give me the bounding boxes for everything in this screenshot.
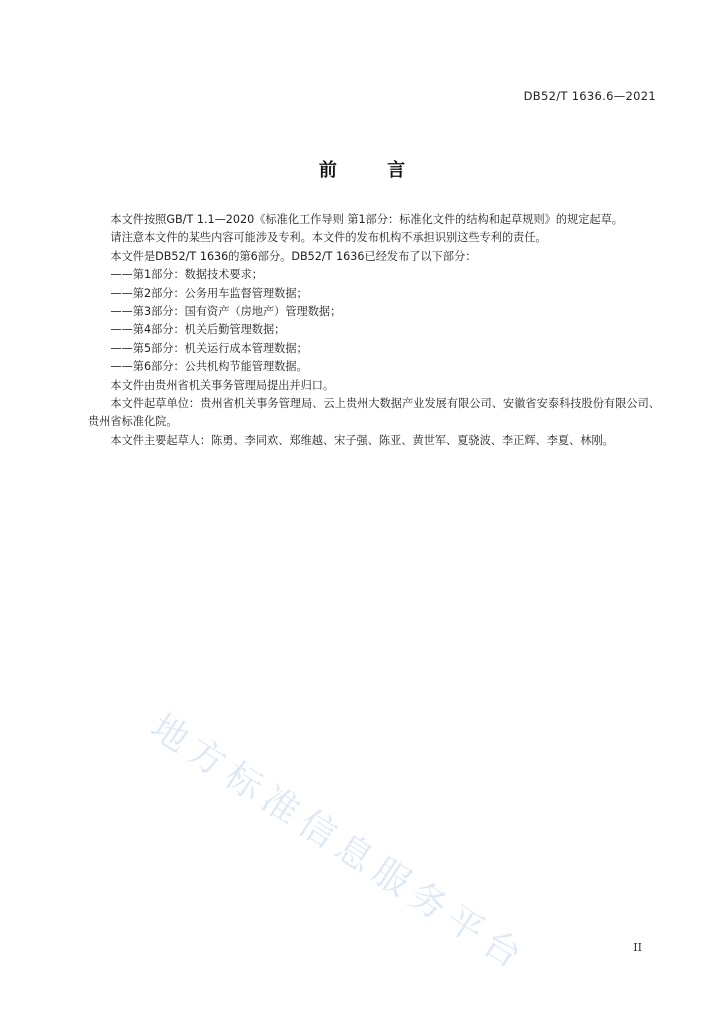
list-item-part-6: ——第6部分：公共机构节能管理数据。 — [110, 360, 308, 374]
paragraph-drafting-units: 本文件起草单位：贵州省机关事务管理局、云上贵州大数据产业发展有限公司、安徽省安泰科技股份有限公司、贵州省标准化院。 — [88, 397, 660, 429]
paragraph-drafters: 本文件主要起草人：陈勇、李同欢、郑维越、宋子强、陈亚、黄世军、夏骁波、李正辉、李夏、林刚。 — [110, 433, 614, 447]
list-item-part-3: ——第3部分：国有资产（房地产）管理数据； — [110, 305, 342, 319]
paragraph-patent-notice: 请注意本文件的某些内容可能涉及专利。本文件的发布机构不承担识别这些专利的责任。 — [110, 231, 547, 245]
watermark-text: 地方标准信息服务平台 — [143, 706, 535, 981]
document-body — [88, 211, 660, 450]
list-item-part-5: ——第5部分：机关运行成本管理数据； — [110, 341, 308, 355]
list-item-part-1: ——第1部分：数据技术要求； — [110, 268, 263, 282]
document-code: DB52/T 1636.6—2021 — [523, 89, 656, 103]
list-item-part-4: ——第4部分：机关后勤管理数据； — [110, 323, 286, 337]
list-item-part-2: ——第2部分：公务用车监督管理数据； — [110, 286, 308, 300]
paragraph-drafting-rule: 本文件按照GB/T 1.1—2020《标准化工作导则 第1部分：标准化文件的结构和起草规则》的规定起草。 — [110, 213, 623, 226]
paragraph-parts-intro: 本文件是DB52/T 1636的第6部分。DB52/T 1636已经发布了以下部分： — [110, 249, 477, 263]
page-number: II — [633, 941, 642, 954]
page-title: 前 言 — [318, 160, 406, 181]
paragraph-proposer: 本文件由贵州省机关事务管理局提出并归口。 — [110, 378, 335, 392]
